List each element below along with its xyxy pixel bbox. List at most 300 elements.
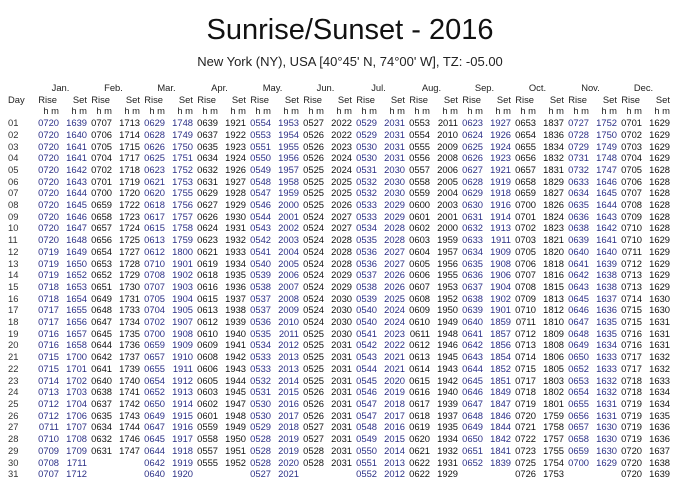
sunset-time: 1823: [543, 222, 564, 234]
sunrise-time: 0715: [38, 362, 59, 374]
sunset-time: 1638: [649, 456, 670, 468]
sunset-time: 1628: [649, 175, 670, 187]
sunrise-time: 0648: [91, 304, 112, 316]
sunrise-time: 0715: [621, 304, 642, 316]
sunset-time: 2031: [331, 397, 352, 409]
sunset-time: 2025: [331, 175, 352, 187]
sunset-time: 1734: [119, 316, 140, 328]
sunset-time: 2015: [278, 386, 299, 398]
sunrise-time: 0540: [356, 304, 377, 316]
table-row: [8, 234, 670, 246]
sunset-time: 1628: [649, 199, 670, 211]
month-header-row: [8, 82, 670, 94]
sunset-time: 2026: [384, 280, 405, 292]
sunset-time: 1917: [172, 433, 193, 445]
sunrise-time: 0649: [91, 292, 112, 304]
sunset-time: 1757: [172, 210, 193, 222]
sunset-time: 1629: [649, 117, 670, 129]
sunrise-time: 0528: [303, 444, 324, 456]
day-number: 27: [8, 421, 19, 433]
sunrise-time: 0658: [515, 175, 536, 187]
sunset-time: 1932: [225, 234, 246, 246]
sunrise-time: 0647: [144, 421, 165, 433]
sunset-time: 2004: [437, 187, 458, 199]
sunrise-time: 0549: [250, 163, 271, 175]
sunset-time: 1748: [172, 117, 193, 129]
sunset-time: 1818: [543, 257, 564, 269]
sunset-time: 1816: [543, 269, 564, 281]
sunrise-time: 0700: [568, 456, 589, 468]
sunrise-time: 0720: [38, 163, 59, 175]
sunset-time: 1709: [66, 444, 87, 456]
unit-label: h m: [96, 105, 112, 117]
sunrise-time: 0608: [197, 351, 218, 363]
sunset-time: 2029: [331, 280, 352, 292]
sunset-time: 2030: [384, 163, 405, 175]
sunset-time: 1632: [649, 351, 670, 363]
sunrise-time: 0657: [568, 421, 589, 433]
location-subtitle: New York (NY), USA [40°45' N, 74°00' W], TZ: -05.00: [197, 54, 503, 69]
sunset-time: 1753: [172, 175, 193, 187]
sunrise-time: 0527: [303, 433, 324, 445]
sunrise-time: 0524: [303, 292, 324, 304]
sunset-time: 2013: [278, 351, 299, 363]
sunset-time: 1908: [172, 327, 193, 339]
sunrise-time: 0631: [91, 444, 112, 456]
sunrise-time: 0708: [38, 456, 59, 468]
sunrise-time: 0720: [38, 234, 59, 246]
sunset-time: 2031: [331, 433, 352, 445]
unit-label: h m: [573, 105, 589, 117]
sunset-time: 1904: [172, 292, 193, 304]
unit-label: h m: [177, 105, 193, 117]
day-number: 08: [8, 199, 19, 211]
unit-header-row: [8, 105, 670, 117]
sunrise-time: 0717: [621, 362, 642, 374]
sunset-time: 2030: [331, 327, 352, 339]
sunrise-time: 0621: [197, 245, 218, 257]
sunset-time: 1730: [119, 280, 140, 292]
sunrise-time: 0547: [250, 187, 271, 199]
sunrise-time: 0625: [144, 152, 165, 164]
unit-corner-cell: [8, 105, 34, 117]
sunset-time: 1749: [596, 140, 617, 152]
unit-label: h m: [520, 105, 536, 117]
day-number: 26: [8, 409, 19, 421]
sunrise-time: 0637: [197, 128, 218, 140]
sunset-time: 1820: [543, 245, 564, 257]
sunrise-time: 0722: [515, 433, 536, 445]
set-header: Set: [655, 93, 670, 105]
sunset-time: 2018: [384, 397, 405, 409]
sunset-time: 1643: [596, 210, 617, 222]
sunset-time: 1631: [596, 397, 617, 409]
day-number: 12: [8, 245, 19, 257]
sunset-time: 1645: [66, 199, 87, 211]
table-row: [8, 199, 670, 211]
sunset-time: 2027: [331, 222, 352, 234]
sunset-time: 2015: [384, 433, 405, 445]
sunrise-time: 0623: [462, 117, 483, 129]
sunrise-time: 0628: [462, 175, 483, 187]
sunset-time: [112, 457, 140, 469]
sunrise-time: 0556: [409, 152, 430, 164]
sunset-time: 1851: [490, 374, 511, 386]
sunset-time: 1914: [172, 397, 193, 409]
sunrise-time: 0658: [568, 433, 589, 445]
sunset-time: 1934: [225, 257, 246, 269]
sunset-time: 1916: [172, 421, 193, 433]
sunrise-time: 0732: [568, 163, 589, 175]
sunset-time: 1633: [596, 351, 617, 363]
sunrise-time: 0555: [409, 140, 430, 152]
sunset-time: 2023: [331, 140, 352, 152]
sunset-time: 2031: [331, 386, 352, 398]
sunset-time: 1908: [490, 257, 511, 269]
sunrise-time: 0530: [356, 140, 377, 152]
sunset-time: 1750: [172, 140, 193, 152]
sunset-time: 2030: [331, 316, 352, 328]
sunset-time: 1641: [66, 152, 87, 164]
sunset-time: 2001: [437, 210, 458, 222]
rise-header: Rise: [568, 93, 587, 105]
rise-header: Rise: [197, 93, 216, 105]
sunset-time: 2007: [278, 280, 299, 292]
sunrise-time: 0644: [144, 444, 165, 456]
sunrise-time: 0638: [568, 222, 589, 234]
sunrise-time: 0647: [568, 316, 589, 328]
sunrise-time: 0705: [621, 163, 642, 175]
sunrise-time: 0642: [568, 269, 589, 281]
sunset-time: 2021: [384, 351, 405, 363]
sunset-time: 1756: [172, 199, 193, 211]
sunrise-time: 0545: [356, 374, 377, 386]
sunset-time: 1854: [490, 351, 511, 363]
sunrise-time: 0537: [356, 269, 377, 281]
month-header: Jun.: [316, 82, 335, 93]
table-row: [8, 281, 670, 293]
sunrise-time: 0652: [144, 386, 165, 398]
sunset-time: 1937: [437, 409, 458, 421]
sunset-time: 1648: [66, 234, 87, 246]
sunset-time: 1824: [543, 210, 564, 222]
sunrise-time: 0731: [568, 152, 589, 164]
sunset-time: 1928: [225, 187, 246, 199]
sunset-time: 2025: [384, 292, 405, 304]
sunset-time: 1950: [225, 433, 246, 445]
sunset-time: 1630: [596, 444, 617, 456]
sunrise-time: 0719: [621, 421, 642, 433]
sunrise-time: 0659: [91, 199, 112, 211]
sunset-time: 1702: [66, 374, 87, 386]
sunrise-time: 0610: [409, 316, 430, 328]
sunrise-time: 0559: [197, 421, 218, 433]
sunset-time: 1930: [225, 210, 246, 222]
table-row: [8, 269, 670, 281]
sunset-time: 2013: [384, 456, 405, 468]
sunset-time: 1935: [225, 269, 246, 281]
sunrise-time: 0704: [144, 304, 165, 316]
sunrise-time: [87, 468, 112, 480]
sunset-time: 1800: [172, 245, 193, 257]
sunrise-time: 0548: [250, 175, 271, 187]
sunset-time: 1955: [278, 140, 299, 152]
sunrise-time: 0659: [144, 339, 165, 351]
unit-label: h m: [414, 105, 430, 117]
sunset-time: 1952: [225, 456, 246, 468]
sunrise-time: 0541: [356, 327, 377, 339]
sunset-time: 2029: [384, 199, 405, 211]
sunset-time: 1839: [490, 456, 511, 468]
sunset-time: 2005: [437, 175, 458, 187]
day-number: 11: [8, 234, 18, 246]
month-header: Dec.: [633, 82, 654, 93]
sunset-time: 1957: [437, 245, 458, 257]
rise-header: Rise: [250, 93, 269, 105]
set-header: Set: [231, 93, 246, 105]
sunrise-time: 0648: [568, 327, 589, 339]
sunrise-time: 0649: [462, 421, 483, 433]
sunset-time: 1921: [490, 163, 511, 175]
sunrise-time: 0621: [144, 175, 165, 187]
sunrise-time: 0710: [515, 304, 536, 316]
sunrise-time: 0653: [515, 117, 536, 129]
sunrise-time: 0654: [515, 128, 536, 140]
sunrise-time: 0641: [462, 327, 483, 339]
day-number: 24: [8, 386, 19, 398]
sunrise-time: 0646: [568, 304, 589, 316]
sunrise-time: 0655: [568, 397, 589, 409]
sunset-time: [483, 468, 511, 480]
day-number: 01: [8, 117, 19, 129]
sunrise-time: 0622: [409, 456, 430, 468]
sunset-time: 1642: [596, 222, 617, 234]
sunrise-time: 0703: [621, 140, 642, 152]
month-header: Oct.: [528, 82, 547, 93]
sunset-time: 1629: [649, 140, 670, 152]
sunrise-time: 0700: [91, 187, 112, 199]
set-header: Set: [125, 93, 140, 105]
day-number: 25: [8, 397, 19, 409]
sunrise-time: 0643: [462, 351, 483, 363]
sunrise-time: 0645: [462, 374, 483, 386]
sunrise-time: 0700: [144, 327, 165, 339]
sunrise-time: 0656: [515, 152, 536, 164]
day-number: 03: [8, 140, 19, 152]
unit-label: h m: [230, 105, 246, 117]
table-row: [8, 386, 670, 398]
sunset-time: 1901: [172, 257, 193, 269]
sunrise-time: 0720: [38, 140, 59, 152]
sunrise-time: 0551: [356, 456, 377, 468]
sunrise-time: 0524: [303, 316, 324, 328]
sunrise-time: 0626: [197, 210, 218, 222]
sunrise-time: 0538: [250, 280, 271, 292]
sunset-time: 2021: [278, 468, 299, 480]
sunset-time: 1931: [437, 456, 458, 468]
sunrise-time: 0717: [621, 351, 642, 363]
sunrise-time: 0528: [303, 456, 324, 468]
sunset-time: 2026: [331, 199, 352, 211]
sunrise-time: 0657: [91, 222, 112, 234]
sunset-time: 1813: [543, 292, 564, 304]
sunset-time: 2020: [384, 374, 405, 386]
sunrise-time: 0534: [356, 222, 377, 234]
sunrise-time: 0636: [568, 210, 589, 222]
sunset-time: 1932: [437, 444, 458, 456]
sunset-time: 2003: [278, 234, 299, 246]
sunrise-time: 0713: [621, 269, 642, 281]
sunset-time: 1655: [66, 304, 87, 316]
sunrise-time: 0531: [250, 386, 271, 398]
sunrise-time: 0651: [91, 280, 112, 292]
unit-label: h m: [202, 105, 218, 117]
day-number: 09: [8, 210, 19, 222]
sunrise-time: 0619: [409, 421, 430, 433]
sunrise-time: 0526: [303, 140, 324, 152]
table-row: [8, 351, 670, 363]
sunset-time: 1629: [649, 245, 670, 257]
sunset-time: 1919: [490, 175, 511, 187]
sunset-time: 1806: [543, 351, 564, 363]
sunset-time: 1945: [437, 351, 458, 363]
day-number: 22: [8, 362, 19, 374]
sunrise-time: 0706: [91, 128, 112, 140]
sunset-time: 1939: [225, 316, 246, 328]
sunset-time: 1718: [119, 163, 140, 175]
sunrise-time: 0650: [144, 397, 165, 409]
sunset-time: 1902: [172, 269, 193, 281]
sunrise-time: 0603: [197, 386, 218, 398]
sunrise-time: 0525: [303, 351, 324, 363]
sunrise-time: 0639: [197, 117, 218, 129]
sunrise-time: 0609: [197, 339, 218, 351]
sunrise-time: 0707: [621, 187, 642, 199]
sunset-time: 2025: [331, 187, 352, 199]
sunset-time: 1955: [437, 269, 458, 281]
sunrise-time: 0529: [250, 421, 271, 433]
sunrise-time: 0716: [38, 327, 59, 339]
sunset-time: 1632: [596, 374, 617, 386]
sunrise-time: 0526: [303, 152, 324, 164]
sunset-time: 1956: [437, 257, 458, 269]
sunrise-time: 0546: [250, 199, 271, 211]
sunrise-time: 0720: [621, 444, 642, 456]
sunset-time: 1637: [596, 292, 617, 304]
sunset-time: 1927: [225, 175, 246, 187]
sunset-time: 1629: [596, 456, 617, 468]
sunrise-time: 0613: [197, 304, 218, 316]
sunrise-time: 0626: [144, 140, 165, 152]
sunset-time: 1846: [490, 409, 511, 421]
sunset-time: 1628: [649, 210, 670, 222]
sunrise-time: 0703: [515, 234, 536, 246]
sunrise-time: 0642: [144, 456, 165, 468]
sunset-time: 1658: [66, 339, 87, 351]
sunrise-time: 0716: [38, 339, 59, 351]
sunrise-time: 0524: [303, 222, 324, 234]
sunrise-time: 0726: [515, 468, 536, 480]
sunset-time: 1911: [490, 234, 511, 246]
sunset-time: 2031: [384, 152, 405, 164]
table-row: [8, 457, 670, 469]
sunset-time: 1810: [543, 316, 564, 328]
sunset-time: [324, 468, 352, 480]
sunset-time: 1938: [225, 304, 246, 316]
page-title: Sunrise/Sunset - 2016: [206, 14, 494, 46]
sunset-time: 1831: [543, 163, 564, 175]
sunrise-time: 0606: [197, 362, 218, 374]
sunset-time: 1639: [66, 117, 87, 129]
sunset-time: 1656: [66, 316, 87, 328]
sunrise-time: 0653: [91, 257, 112, 269]
sunrise-time: 0632: [91, 433, 112, 445]
sunrise-time: 0553: [409, 117, 430, 129]
sunrise-time: 0702: [515, 222, 536, 234]
table-row: [8, 129, 670, 141]
table-row: [8, 410, 670, 422]
sunrise-time: 0641: [568, 257, 589, 269]
sunset-time: 1635: [649, 409, 670, 421]
rise-header: Rise: [91, 93, 110, 105]
sunrise-time: 0659: [515, 187, 536, 199]
set-header: Set: [390, 93, 405, 105]
sunset-time: 1631: [596, 409, 617, 421]
set-header: Set: [443, 93, 458, 105]
sunset-time: 1654: [66, 292, 87, 304]
sunrise-time: 0651: [462, 444, 483, 456]
sunrise-time: 0531: [356, 163, 377, 175]
sunset-time: 2030: [331, 304, 352, 316]
sunset-time: 1909: [490, 245, 511, 257]
sunrise-time: 0615: [144, 222, 165, 234]
month-header: Mar.: [157, 82, 176, 93]
rise-header: Rise: [621, 93, 640, 105]
sunset-time: 1803: [543, 374, 564, 386]
sunset-time: 2000: [437, 222, 458, 234]
sunrise-time: 0657: [515, 163, 536, 175]
sunrise-time: 0720: [38, 117, 59, 129]
sunrise-time: 0540: [250, 257, 271, 269]
sunset-time: 1918: [490, 187, 511, 199]
sunset-time: 1849: [490, 386, 511, 398]
sunset-time: 2022: [331, 128, 352, 140]
table-row: [8, 164, 670, 176]
sunrise-time: 0542: [250, 234, 271, 246]
sunset-time: 1714: [119, 128, 140, 140]
sunrise-time: 0558: [409, 175, 430, 187]
sunrise-time: 0627: [462, 163, 483, 175]
sunrise-time: 0526: [303, 386, 324, 398]
sunset-time: 2011: [278, 327, 299, 339]
sunrise-time: 0638: [91, 386, 112, 398]
sunset-time: 1940: [437, 386, 458, 398]
table-row: [8, 363, 670, 375]
sunrise-time: 0728: [568, 128, 589, 140]
sunrise-time: 0649: [568, 339, 589, 351]
sunset-time: 1918: [172, 444, 193, 456]
sunrise-time: 0721: [515, 421, 536, 433]
sunset-time: 1727: [119, 245, 140, 257]
sunset-time: 1759: [172, 234, 193, 246]
sunset-time: 1847: [490, 397, 511, 409]
sunrise-time: 0557: [197, 444, 218, 456]
sunset-time: 1914: [490, 210, 511, 222]
sunset-time: 1633: [596, 362, 617, 374]
sunset-time: 1920: [172, 468, 193, 480]
rise-set-header-row: [8, 94, 670, 106]
sunset-time: 1717: [119, 152, 140, 164]
